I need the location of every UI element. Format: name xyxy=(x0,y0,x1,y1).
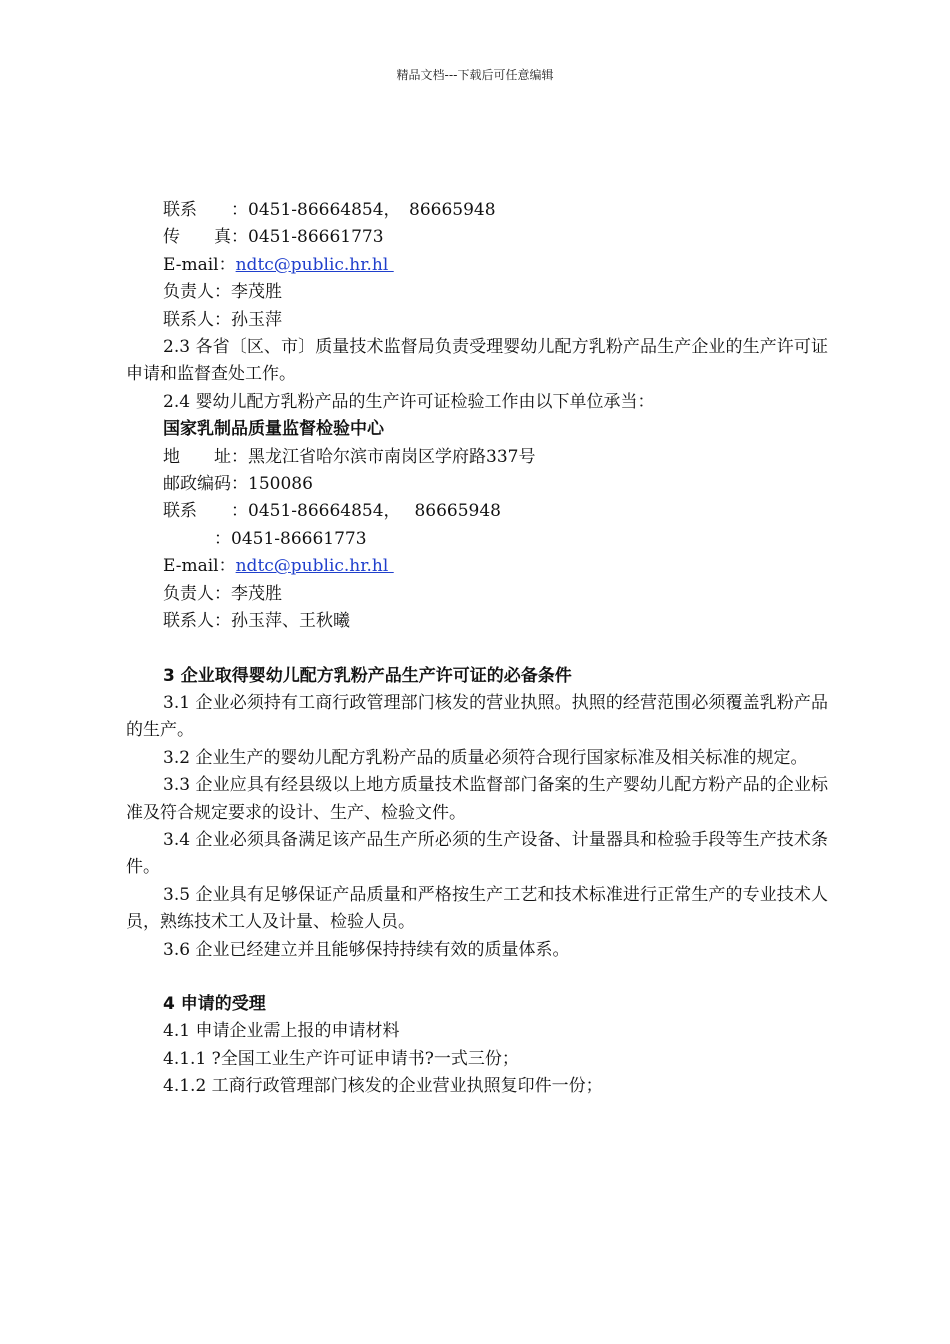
page-header: 精品文档---下载后可任意编辑 xyxy=(396,68,554,82)
fax-line: 传 真：0451-86661773 xyxy=(163,227,384,248)
contact-person-line: 联系人：孙玉萍 xyxy=(163,309,282,330)
center-email-line xyxy=(126,553,828,580)
section-3-item: 3.5 企业具有足够保证产品质量和严格按生产工艺和技术标准进行正常生产的专业技术人员，熟练技术工人及计量、检验人员。 xyxy=(126,884,828,933)
center-contact-person: 联系人：孙玉萍、王秋曦 xyxy=(163,611,350,632)
center-name: 国家乳制品质量监督检验中心 xyxy=(163,419,384,440)
email-line xyxy=(126,252,828,279)
center-person-in-charge: 负责人：李茂胜 xyxy=(163,583,282,604)
section-3-title: 3 企业取得婴幼儿配方乳粉产品生产许可证的必备条件 xyxy=(163,665,572,686)
section-3-item: 3.1 企业必须持有工商行政管理部门核发的营业执照。执照的经营范围必须覆盖乳粉产品的生产。 xyxy=(126,692,828,741)
contact-line: 联系 ：0451-86664854， 86665948 xyxy=(163,200,496,220)
paragraph-2-4: 2.4 婴幼儿配方乳粉产品的生产许可证检验工作由以下单位承当： xyxy=(163,391,655,412)
spacer xyxy=(126,964,828,991)
section-4-item: 4.1.1 ?全国工业生产许可证申请书?一式三份； xyxy=(163,1048,519,1069)
center-postcode: 邮政编码：150086 xyxy=(163,474,313,495)
section-3-item: 3.6 企业已经建立并且能够保持持续有效的质量体系。 xyxy=(163,939,570,960)
paragraph-2-3: 2.3 各省〔区、市〕质量技术监督局负责受理婴幼儿配方乳粉产品生产企业的生产许可证申请和监督查处工作。 xyxy=(126,337,828,385)
email-link[interactable]: ndtc@public.hr.hl xyxy=(235,254,394,275)
center-contact: 联系 ：0451-86664854， 86665948 xyxy=(163,501,501,522)
section-3-item: 3.4 企业必须具备满足该产品生产所必须的生产设备、计量器具和检验手段等生产技术条件。 xyxy=(126,829,828,878)
section-4-title: 4 申请的受理 xyxy=(163,993,266,1014)
email-label: E-mail： xyxy=(163,254,236,275)
person-in-charge-line: 负责人：李茂胜 xyxy=(163,282,282,303)
section-4-item: 4.1.2 工商行政管理部门核发的企业营业执照复印件一份； xyxy=(163,1076,603,1097)
center-email-label: E-mail： xyxy=(163,556,236,577)
section-3-item: 3.3 企业应具有经县级以上地方质量技术监督部门备案的生产婴幼儿配方粉产品的企业标准及符合规定要求的设计、生产、检验文件。 xyxy=(126,775,828,823)
section-3-item: 3.2 企业生产的婴幼儿配方乳粉产品的质量必须符合现行国家标准及相关标准的规定。 xyxy=(163,747,808,768)
center-email-link[interactable]: ndtc@public.hr.hl xyxy=(235,556,394,577)
spacer xyxy=(126,636,828,663)
center-fax: ：0451-86661773 xyxy=(163,528,367,549)
section-4-item: 4.1 申请企业需上报的申请材料 xyxy=(163,1021,400,1042)
center-address: 地 址：黑龙江省哈尔滨市南岗区学府路337号 xyxy=(163,446,536,467)
document-body xyxy=(126,197,828,1101)
